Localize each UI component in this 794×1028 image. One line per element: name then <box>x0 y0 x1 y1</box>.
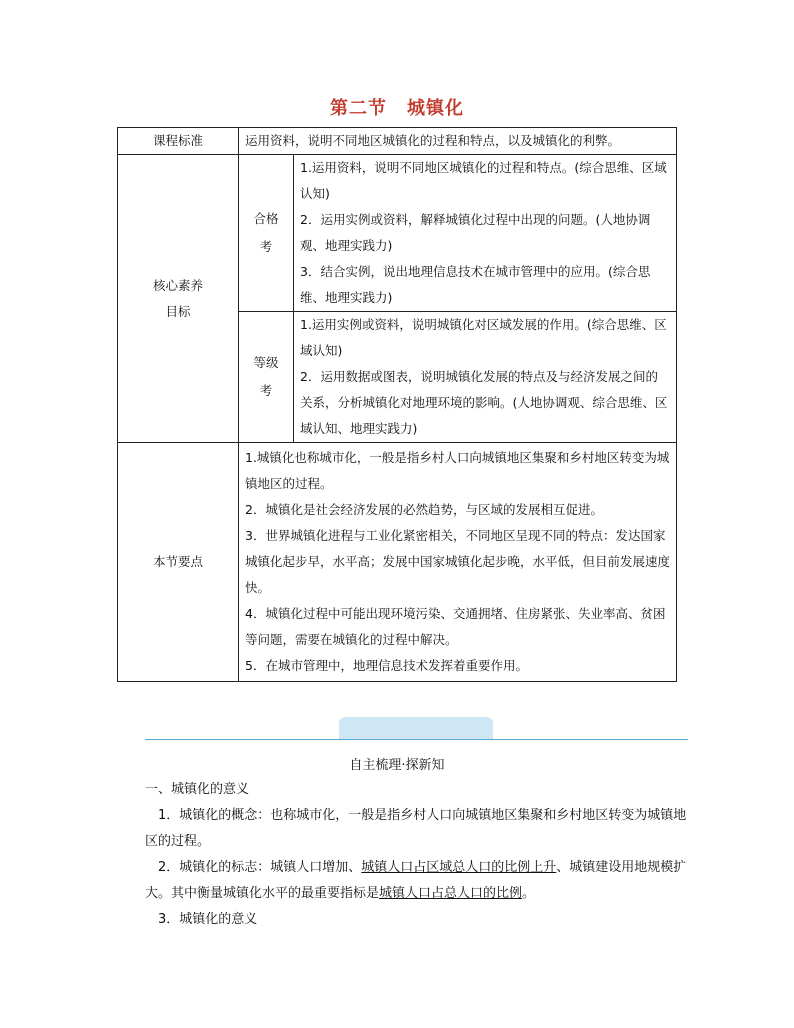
indicators-text-a: 2．城镇化的标志：城镇人口增加、 <box>158 860 362 875</box>
table-row-keypoints <box>118 443 677 682</box>
banner-divider <box>145 739 688 740</box>
title-section-number: 第二节 <box>330 98 387 119</box>
grade-objectives <box>294 312 677 443</box>
standard-label: 课程标准 <box>118 128 239 155</box>
list-item: 4．城镇化过程中可能出现环境污染、交通拥堵、住房紧张、失业率高、贫困等问题，需要在城镇化的过程中解决。 <box>245 606 666 647</box>
list-item: 3．结合实例，说出地理信息技术在城市管理中的应用。(综合思维、地理实践力) <box>300 264 651 305</box>
curriculum-table <box>117 127 677 682</box>
indicators-text-c: 。 <box>522 886 536 901</box>
list-item: 3．世界城镇化进程与工业化紧密相关，不同地区呈现不同的特点：发达国家城镇化起步早，水平高；发展中国家城镇化起步晚，水平低，但目前发展速度快。 <box>245 528 671 595</box>
list-item: 5．在城市管理中，地理信息技术发挥着重要作用。 <box>245 658 528 673</box>
page-title <box>0 94 794 120</box>
qualified-label: 合格考 <box>239 155 294 312</box>
body-content <box>145 777 690 933</box>
keypoints-list <box>239 443 677 682</box>
qualified-objectives <box>294 155 677 312</box>
banner-tab <box>339 717 493 739</box>
underlined-answer-1: 城镇人口占区域总人口的比例上升 <box>361 860 557 875</box>
list-item: 2．运用实例或资料，解释城镇化过程中出现的问题。(人地协调观、地理实践力) <box>300 212 651 253</box>
list-item: 2．运用数据或图表，说明城镇化发展的特点及与经济发展之间的关系，分析城镇化对地理环境的影响。(人地协调观、综合思维、区域认知、地理实践力) <box>300 369 668 436</box>
indicators-text-b: 、城镇建设用地规模扩大。其中衡量城镇化水平的最重要指标是 <box>145 860 687 901</box>
keypoints-label: 本节要点 <box>118 443 239 682</box>
section-banner <box>145 717 688 740</box>
literacy-label: 核心素养目标 <box>118 155 239 443</box>
section-title: 自主梳理·探新知 <box>349 758 445 773</box>
heading-significance: 3．城镇化的意义 <box>158 912 258 927</box>
list-item: 1.城镇化也称城市化，一般是指乡村人口向城镇地区集聚和乡村地区转变为城镇地区的过程。 <box>245 450 670 491</box>
underlined-answer-2: 城镇人口占总人口的比例 <box>379 886 523 901</box>
table-row-qualified <box>118 155 677 312</box>
title-topic: 城镇化 <box>407 98 464 119</box>
list-item: 2．城镇化是社会经济发展的必然趋势，与区域的发展相互促进。 <box>245 502 603 517</box>
list-item: 1.运用资料，说明不同地区城镇化的过程和特点。(综合思维、区域认知) <box>300 160 667 201</box>
paragraph-concept: 1．城镇化的概念：也称城市化，一般是指乡村人口向城镇地区集聚和乡村地区转变为城镇地区的过程。 <box>145 808 687 849</box>
heading-meaning: 一、城镇化的意义 <box>145 782 250 797</box>
standard-text: 运用资料，说明不同地区城镇化的过程和特点，以及城镇化的利弊。 <box>239 128 677 155</box>
table-row-standard <box>118 128 677 155</box>
paragraph-indicators <box>145 855 690 907</box>
list-item: 1.运用实例或资料，说明城镇化对区域发展的作用。(综合思维、区域认知) <box>300 317 667 358</box>
grade-label: 等级考 <box>239 312 294 443</box>
